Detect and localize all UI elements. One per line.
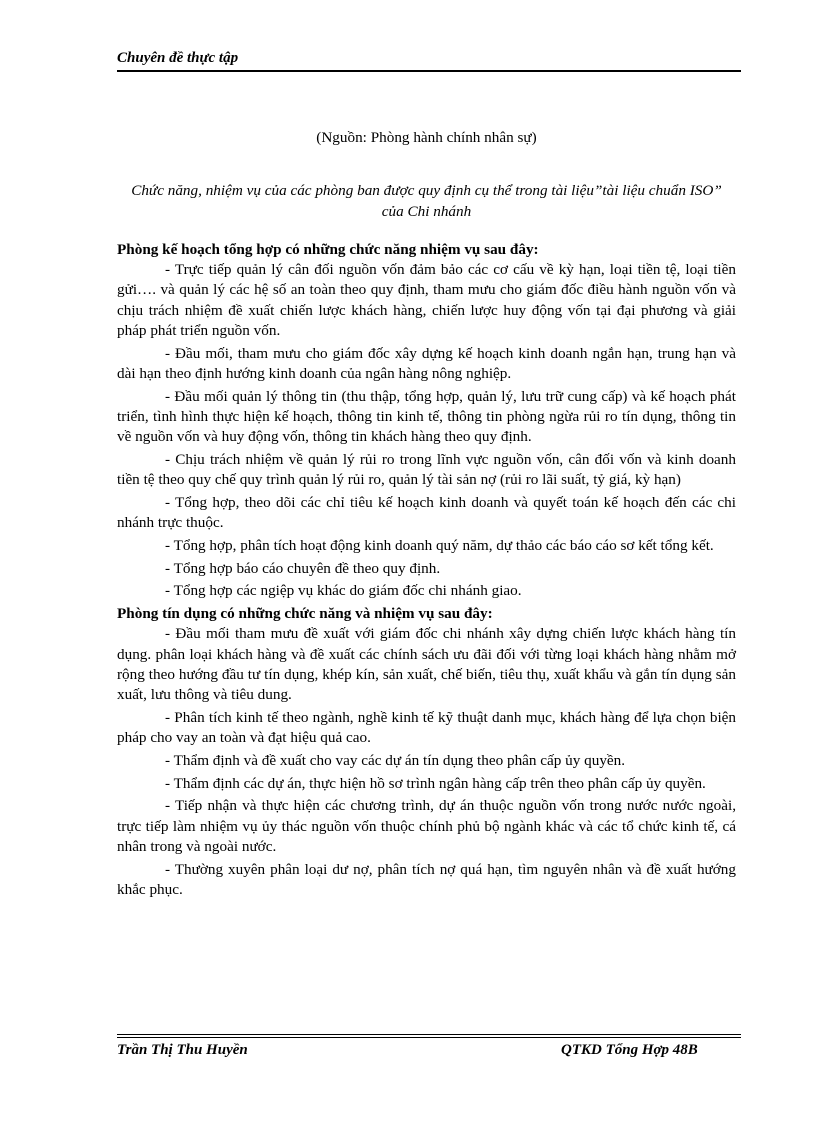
section-heading-planning: Phòng kế hoạch tổng hợp có những chức năng nhiệm vụ sau đây: [117, 240, 539, 258]
paragraph: - Tổng hợp báo cáo chuyên đề theo quy định. [165, 559, 441, 577]
paragraph: - Trực tiếp quản lý cân đối nguồn vốn đảm bảo các cơ cấu về kỳ hạn, loại tiền tệ, loại tiền gửi…. và quản lý các hệ số an toàn theo quy định, tham mưu cho giám đốc điều hành nguồn vốn và chịu trách nhiệm đề xuất chiến lược khách hàng, chiến lược huy động vốn tại đại phương và giải pháp phát triển nguồn vốn. [117, 261, 736, 340]
page-header [117, 48, 741, 68]
paragraph: - Chịu trách nhiệm về quản lý rủi ro trong lĩnh vực nguồn vốn, cân đối vốn và kinh doanh tiền tệ theo quy chế quy trình quản lý rủi ro, quản lý tài sản nợ (rủi ro lãi suất, tỷ giá, kỳ hạn) [117, 451, 736, 489]
paragraph: - Đầu mối, tham mưu cho giám đốc xây dựng kế hoạch kinh doanh ngắn hạn, trung hạn và dài hạn theo định hướng kinh doanh của ngân hàng nông nghiệp. [117, 344, 736, 383]
footer-class: QTKD Tổng Hợp 48B [561, 1042, 698, 1058]
paragraph: - Tổng hợp, theo dõi các chỉ tiêu kế hoạch kinh doanh và quyết toán kế hoạch đến các chi nhánh trực thuộc. [117, 494, 736, 532]
paragraph: - Tổng hợp, phân tích hoạt động kinh doanh quý năm, dự thảo các báo cáo sơ kết tổng kết. [165, 537, 714, 554]
paragraph: - Thường xuyên phân loại dư nợ, phân tích nợ quá hạn, tìm nguyên nhân và đề xuất hướng khắc phục. [117, 860, 736, 898]
document-body [117, 128, 736, 903]
italic-note: Chức năng, nhiệm vụ của các phòng ban được quy định cụ thể trong tài liệu”tài liệu chuẩn ISO” của Chi nhánh [131, 182, 722, 220]
paragraph: - Tổng hợp các ngiệp vụ khác do giám đốc chi nhánh giao. [165, 582, 522, 600]
paragraph: - Đầu mối quản lý thông tin (thu thập, tổng hợp, quản lý, lưu trữ cung cấp) và kế hoạch phát triển, tình hình thực hiện kế hoạch, thông tin kinh tế, thông tin phòng ngừa rủi ro tín dụng, thông tin về nguồn vốn và huy động vốn, thông tin khách hàng theo quy định. [117, 387, 736, 446]
paragraph: - Thẩm định và đề xuất cho vay các dự án tín dụng theo phân cấp ủy quyền. [165, 751, 626, 769]
section-heading-credit: Phòng tín dụng có những chức năng và nhiệm vụ sau đây: [117, 605, 493, 623]
header-rule [117, 70, 741, 72]
source-line: (Nguồn: Phòng hành chính nhân sự) [316, 129, 537, 146]
header-title: Chuyên đề thực tập [117, 50, 239, 66]
paragraph: - Đầu mối tham mưu đề xuất với giám đốc chi nhánh xây dựng chiến lược khách hàng tín dụng. phân loại khách hàng và đề xuất các chính sách ưu đãi đối với từng loại khách hàng nhằm mở rộng theo hướng đầu tư tín dụng, khép kín, sản xuất, chế biến, tiêu thụ, xuất khẩu và gắn tín dụng sản xuất, lưu thông và tiêu dung. [117, 625, 736, 704]
paragraph: - Tiếp nhận và thực hiện các chương trình, dự án thuộc nguồn vốn trong nước nước ngoài, trực tiếp làm nhiệm vụ ủy thác nguồn vốn thuộc chính phủ bộ ngành khác và các tổ chức kinh tế, cá nhân trong và ngoài nước. [117, 797, 736, 855]
footer-author: Trần Thị Thu Huyền [117, 1042, 248, 1058]
footer-rule [117, 1037, 741, 1038]
paragraph: - Phân tích kinh tế theo ngành, nghề kinh tế kỹ thuật danh mục, khách hàng để lựa chọn biện pháp cho vay an toàn và đạt hiệu quả cao. [117, 708, 736, 747]
footer-rule [117, 1034, 741, 1035]
page-footer [117, 1034, 741, 1058]
paragraph: - Thẩm định các dự án, thực hiện hồ sơ trình ngân hàng cấp trên theo phân cấp ủy quyền. [165, 774, 706, 792]
